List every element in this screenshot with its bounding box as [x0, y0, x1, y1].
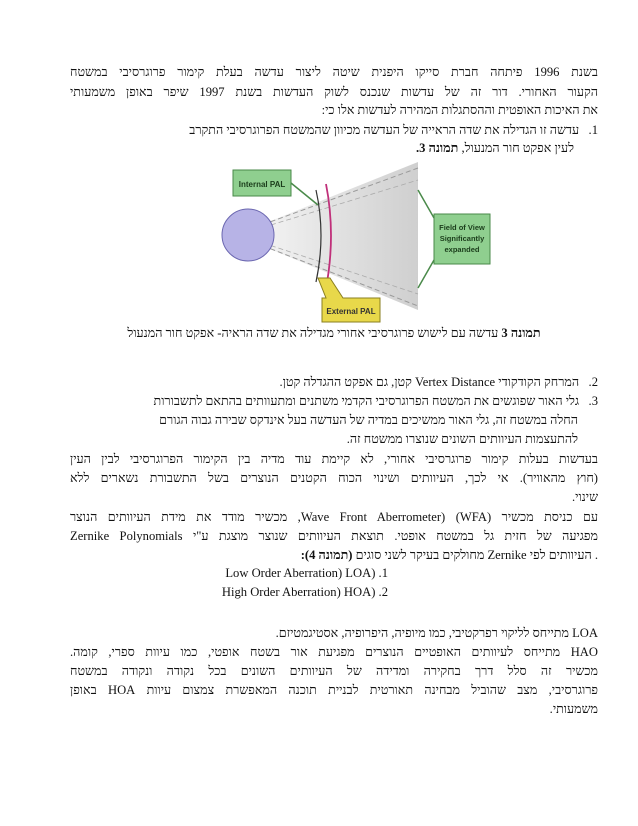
para1-line-1: בשנת 1996 פיתחה חברת סייקו היפנית שיטה ליצור עדשה בעלת קימור פרוגרסיבי במשטח [70, 65, 598, 79]
list-item-text: עדשה זו הגדילה את שדה הראייה של העדשה מכיוון שהמשטח הפרוגרסיבי התקרב [189, 123, 580, 137]
list-item-text: גלי האור שפוגשים את המשטח הפרוגרסיבי הקדמי משתנים ומתעוותים בהתאם לתשבורות [153, 394, 580, 408]
list-item-1-cont [70, 140, 574, 156]
figure-reference: (תמונה 4): [300, 548, 353, 562]
fov-label-line-2: Significantly [439, 234, 485, 243]
list-item-1 [70, 122, 598, 138]
para2-line-3: שינוי. [572, 490, 598, 504]
list-item-text: High Order Aberration) HOA) [221, 585, 376, 599]
list-number: 1. [588, 123, 598, 137]
para5-line-4: משמעותי. [549, 702, 598, 716]
caption-figure-number: תמונה 3 [501, 326, 541, 340]
para2-line-1: בעדשות בעלות קימור פרוגרסיבי אחורי, לא קיימת עוד מדיה בין הקימור הפרוגרסיבי לבין העין [70, 452, 598, 466]
para3-text: . העיוותים לפי Zernike מחולקים בעיקר לשני סוגים [355, 548, 598, 562]
para4: LOA מתייחס לליקוי רפרקטיבי, כמו מיופיה, היפרופיה, אסטיגמטיזם. [275, 626, 598, 640]
external-pal-label: External PAL [326, 307, 376, 316]
para5-line-1: HAO מתייחס לעיוותים האופטיים הנוצרים מפגיעת אור בשטח אופטי, כמו עיוות ספרי, קומה. [70, 645, 598, 659]
para1-line-3: את האיכות האופטית וההסתגלות המהירה לעדשות אלו כי: [321, 103, 598, 117]
list-item-text-cont: לעין אפקט חור המנעול, [461, 141, 574, 155]
figure-caption [70, 326, 598, 341]
para2-line-2: (חוץ מהאוויר). אי לכך, העיוותים ושינוי הכוח הקטנים הנוצרים בשל התשבורת נשארים ללא [70, 471, 598, 485]
sublist-item-1 [70, 565, 388, 581]
eye-shape [222, 209, 274, 261]
list-item-3 [70, 393, 598, 409]
para3-line-1: עם כניסת מכשיר (WFA) (Wave Front Aberrometer, מכשיר מודד את מידת העיוותים הנוצר [70, 510, 598, 524]
fov-label-line-3: expanded [444, 245, 480, 254]
keyhole-effect-figure [218, 160, 496, 330]
para5-line-2: מכשיר זה סלל דרך בחקירה ומדידה של העיוותים השונים בכל נקודה ונקודה במשטח [70, 664, 598, 678]
list-number: 2. [378, 585, 388, 599]
fov-label-line-1: Field of View [439, 223, 485, 232]
figure-reference: תמונה 3. [415, 141, 459, 155]
caption-text: עדשה עם לישוש פרוגרסיבי אחורי מגדילה את שדה הראיה- אפקט חור המנעול [127, 326, 499, 340]
list-number: 2. [588, 375, 598, 389]
para3-line-2: מפגיעה של חזית גל במשטח אופטי. תוצאת העיוותים שנוצר מוצגת ע"י Zernike Polynomials [70, 529, 598, 543]
internal-pal-label: Internal PAL [238, 180, 286, 189]
list-number: 1. [378, 566, 388, 580]
para5-line-3: פרוגרסיבי, מצב שהוביל מבחינה תאורטית לבניית תוכנה המאפשרת צמצום עיוות HOA באופן [70, 683, 598, 697]
para1-line-2: הקעור האחורי. דור זה של עדשות שנכנס לשוק העדשות בשנת 1997 שיפר באופן משמעותי [70, 85, 598, 99]
list-item-text: המרחק הקודקודי Vertex Distance קטן, גם אפקט ההגדלה קטן. [279, 375, 580, 389]
list-item-text: Low Order Aberration) LOA) [225, 566, 376, 580]
list-item-3-line-2: החלה במשטח זה, גלי האור ממשיכים במדיה של העדשה בעל אינדקס שבירה גבוה הגורם [159, 413, 578, 427]
list-number: 3. [588, 394, 598, 408]
sublist-item-2 [70, 584, 388, 600]
list-item-2 [70, 374, 598, 390]
list-item-3-line-3: להתעצמות העיוותים השונים שנוצרו ממשטח זה. [346, 432, 578, 446]
para3-line-3 [70, 547, 598, 563]
